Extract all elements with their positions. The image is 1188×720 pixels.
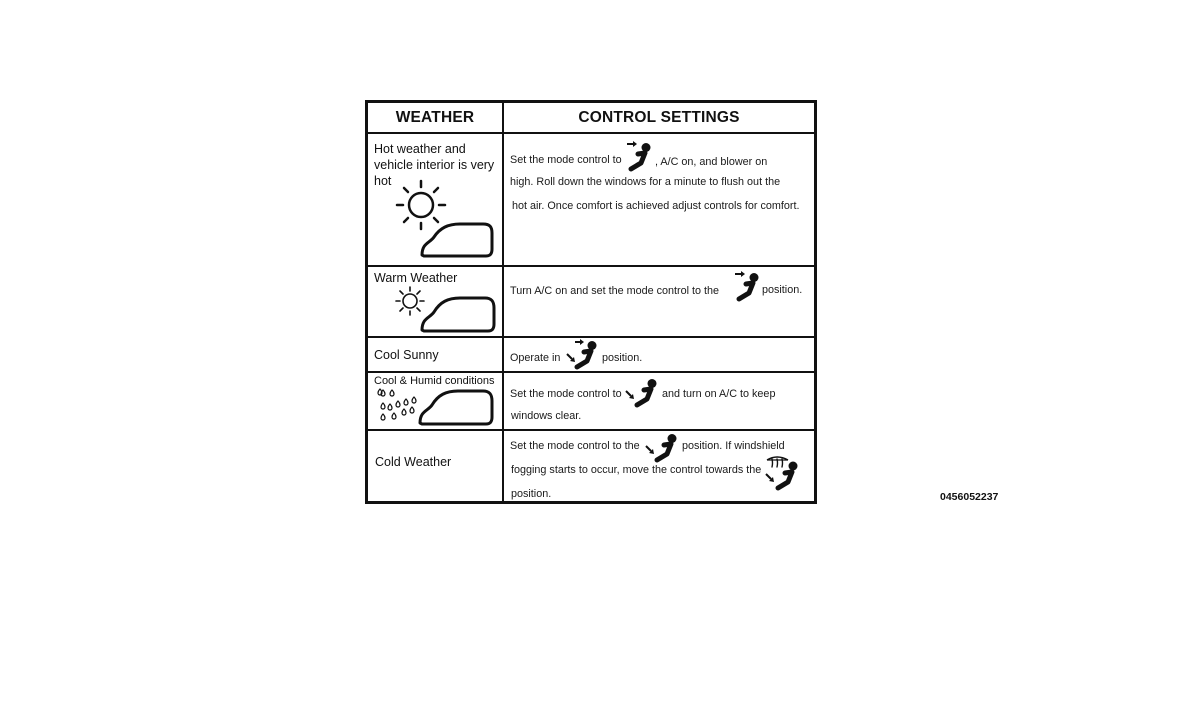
settings-text-warm: Turn A/C on and set the mode control to the bbox=[510, 285, 720, 297]
settings-text-cold-1: Set the mode control to the bbox=[510, 440, 640, 452]
bi-level-mode-icon bbox=[566, 339, 602, 371]
row-divider bbox=[368, 371, 814, 373]
header-divider bbox=[368, 132, 814, 134]
settings-text-warm-b: position. bbox=[762, 284, 803, 296]
settings-text-humid-1: Set the mode control to bbox=[510, 388, 622, 400]
settings-text-cold-1b: position. If windshield bbox=[682, 440, 785, 452]
weather-label-warm: Warm Weather bbox=[374, 271, 458, 285]
row-divider bbox=[368, 336, 814, 338]
settings-text-segment: Set the mode control to bbox=[510, 154, 622, 166]
car-window-icon bbox=[420, 294, 496, 334]
weather-label-hot-3: hot bbox=[374, 174, 392, 188]
weather-column-header: WEATHER bbox=[395, 109, 475, 126]
settings-text-cool-sunny-b: position. bbox=[602, 352, 643, 364]
weather-label-cool-humid: Cool & Humid conditions bbox=[374, 375, 495, 387]
weather-label-hot-2: vehicle interior is very bbox=[374, 158, 495, 172]
settings-text-cold-3: position. bbox=[511, 488, 552, 500]
panel-mode-icon bbox=[734, 271, 764, 303]
settings-text-hot-1b: , A/C on, and blower on bbox=[655, 156, 768, 168]
row-divider bbox=[368, 429, 814, 431]
mix-mode-icon bbox=[764, 455, 800, 491]
row-divider bbox=[368, 265, 814, 267]
settings-column-header: CONTROL SETTINGS bbox=[578, 109, 740, 126]
settings-text-hot-2: high. Roll down the windows for a minute to flush out the bbox=[510, 176, 781, 188]
column-divider bbox=[502, 103, 504, 501]
car-window-icon bbox=[418, 387, 494, 427]
floor-mode-icon bbox=[644, 432, 680, 464]
image-code: 0456052237 bbox=[940, 491, 999, 503]
car-window-icon bbox=[420, 221, 494, 259]
weather-label-hot-1: Hot weather and bbox=[374, 142, 466, 156]
floor-mode-icon bbox=[624, 377, 660, 409]
rain-drops-icon bbox=[378, 389, 420, 423]
panel-mode-icon bbox=[626, 141, 656, 171]
settings-text-hot-3: hot air. Once comfort is achieved adjust controls for comfort. bbox=[512, 200, 800, 212]
weather-label-cool-sunny: Cool Sunny bbox=[374, 348, 439, 362]
settings-text-hot-1 bbox=[510, 153, 622, 167]
settings-text-humid-1b: and turn on A/C to keep bbox=[662, 388, 776, 400]
settings-text-humid-2: windows clear. bbox=[511, 410, 582, 422]
settings-text-cold-2: fogging starts to occur, move the control towards the bbox=[511, 464, 762, 476]
climate-settings-table bbox=[365, 100, 817, 504]
weather-label-cold: Cold Weather bbox=[375, 455, 452, 469]
settings-text-cool-sunny: Operate in bbox=[510, 352, 561, 364]
